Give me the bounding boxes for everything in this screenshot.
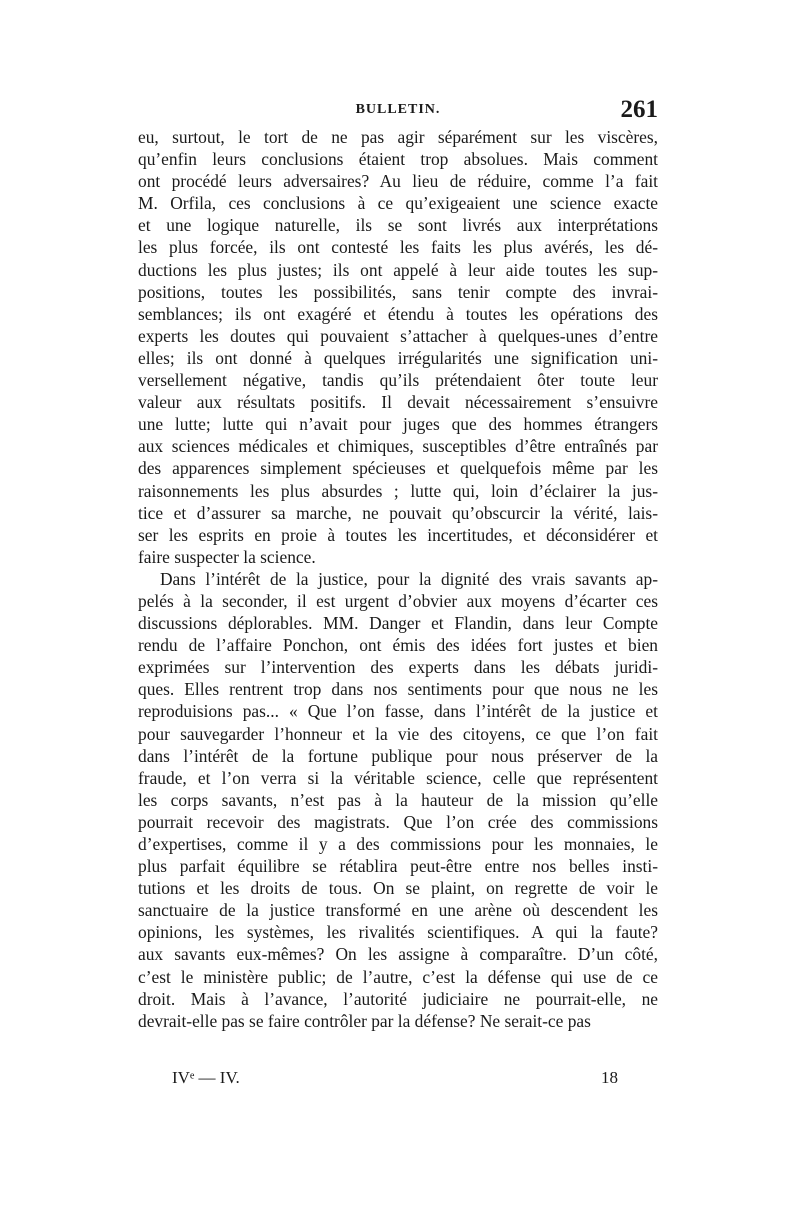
- text-line: dans l’intérêt de la fortune publique pour nous préserver de la: [138, 745, 658, 766]
- text-line: devrait-elle pas se faire contrôler par la défense? Ne serait-ce pas: [138, 1010, 591, 1031]
- text-line: positions, toutes les possibilités, sans tenir compte des invrai-: [138, 281, 658, 302]
- text-line: d’expertises, comme il y a des commissions pour les monnaies, le: [138, 834, 658, 854]
- text-line: aux sciences médicales et chimiques, susceptibles d’être entraînés par: [138, 436, 658, 457]
- text-line: Dans l’intérêt de la justice, pour la dignité des vrais savants ap-: [160, 568, 658, 589]
- text-line: ductions les plus justes; ils ont appelé à leur aide toutes les sup-: [138, 259, 658, 280]
- text-line: elles; ils ont donné à quelques irrégularités une signification uni-: [138, 347, 658, 368]
- text-line: pelés à la seconder, il est urgent d’obvier aux moyens d’écarter ces: [138, 590, 658, 611]
- text-line: une lutte; lutte qui n’avait pour juges que des hommes étrangers: [138, 414, 658, 435]
- text-line: opinions, les systèmes, les rivalités scientifiques. A qui la faute?: [138, 922, 658, 943]
- text-line: des apparences simplement spécieuses et quelquefois même par les: [138, 458, 658, 479]
- text-line: experts les doutes qui pouvaient s’attacher à quelques-unes d’entre: [138, 325, 658, 346]
- page-number: 261: [620, 96, 658, 123]
- text-line: tutions et les droits de tous. On se plaint, on regrette de voir le: [138, 878, 658, 899]
- text-line: aux savants eux-mêmes? On les assigne à comparaître. D’un côté,: [138, 944, 658, 965]
- text-line: exprimées sur l’intervention des experts dans les débats juridi-: [138, 657, 658, 678]
- text-line: droit. Mais à l’avance, l’autorité judiciaire ne pourrait-elle, ne: [138, 988, 658, 1009]
- page-footer: [172, 1068, 618, 1092]
- text-line: fraude, et l’on verra si la véritable science, celle que représentent: [138, 767, 658, 788]
- running-title: BULLETIN.: [355, 102, 441, 117]
- signature-mark: IVᵉ — IV.: [172, 1068, 240, 1087]
- text-line: c’est le ministère public; de l’autre, c’est la défense qui use de ce: [138, 966, 658, 987]
- text-line: rendu de l’affaire Ponchon, ont émis des idées fort justes et bien: [138, 635, 658, 656]
- text-line: ques. Elles rentrent trop dans nos sentiments pour que nous ne les: [138, 679, 658, 700]
- text-line: ont procédé leurs adversaires? Au lieu de réduire, comme l’a fait: [138, 171, 658, 192]
- text-line: discussions déplorables. MM. Danger et Flandin, dans leur Compte: [138, 613, 658, 634]
- text-line: pourrait recevoir des magistrats. Que l’on crée des commissions: [138, 811, 658, 832]
- text-line: reproduisions pas... « Que l’on fasse, dans l’intérêt de la justice et: [138, 701, 658, 722]
- text-line: plus parfait équilibre se rétablira peut-être entre nos belles insti-: [138, 856, 658, 877]
- text-line: les corps savants, n’est pas à la hauteur de la mission qu’elle: [138, 789, 658, 810]
- text-line: semblances; ils ont exagéré et étendu à toutes les opérations des: [138, 303, 658, 324]
- text-line: versellement négative, tandis qu’ils prétendaient ôter toute leur: [138, 370, 658, 391]
- text-line: valeur aux résultats positifs. Il devait nécessairement s’ensuivre: [138, 392, 658, 413]
- text-line: les plus forcée, ils ont contesté les faits les plus avérés, les dé-: [138, 237, 658, 258]
- text-line: qu’enfin leurs conclusions étaient trop absolues. Mais comment: [138, 149, 658, 170]
- body-text: [138, 126, 658, 1032]
- text-line: raisonnements les plus absurdes ; lutte qui, loin d’éclairer la jus-: [138, 480, 658, 501]
- text-line: pour sauvegarder l’honneur et la vie des citoyens, ce que l’on fait: [138, 723, 658, 744]
- text-line: et une logique naturelle, ils se sont livrés aux interprétations: [138, 215, 658, 236]
- page-header: [138, 96, 658, 130]
- signature-number: 18: [601, 1068, 618, 1087]
- text-line: tice et d’assurer sa marche, ne pouvait qu’obscurcir la vérité, lais-: [138, 502, 658, 523]
- text-line: eu, surtout, le tort de ne pas agir séparément sur les viscères,: [138, 127, 658, 147]
- text-line: sanctuaire de la justice transformé en une arène où descendent les: [138, 900, 658, 921]
- text-line: ser les esprits en proie à toutes les incertitudes, et déconsidérer et: [138, 524, 658, 545]
- text-line: faire suspecter la science.: [138, 546, 316, 567]
- text-line: M. Orfila, ces conclusions à ce qu’exigeaient une science exacte: [138, 193, 658, 214]
